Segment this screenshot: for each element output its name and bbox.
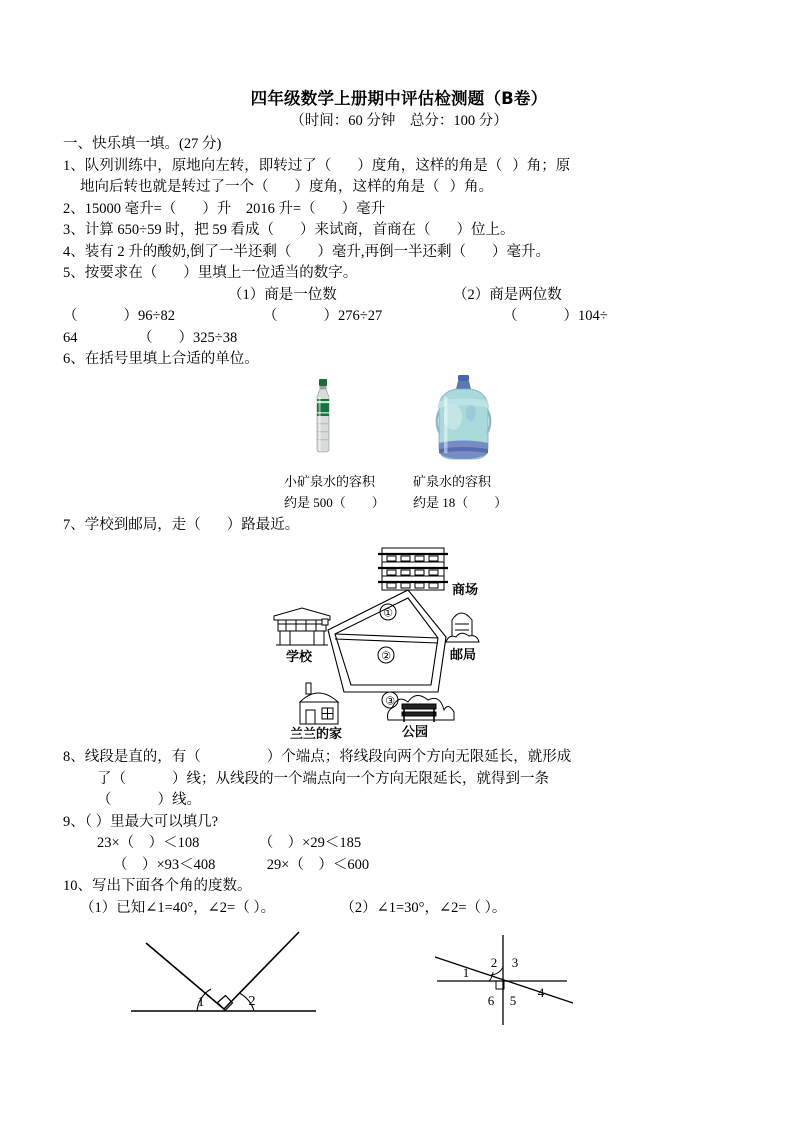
map-label-mall: 商场 [452, 583, 479, 598]
q4-text-b: ）毫升,再倒一半还剩（ [317, 243, 466, 260]
large-jug-caption-line-2 [413, 492, 507, 513]
q5-col-1-header: （1）商是一位数 [228, 286, 337, 303]
q9-item-2: （ ）×29＜185 [258, 835, 362, 851]
q2-text-a: 2、15000 毫升=（ [63, 200, 177, 217]
angle-figure-2-label-4: 4 [537, 985, 545, 1000]
question-8-line-3 [63, 790, 735, 812]
large-jug-value: 约是 18（ [413, 494, 469, 510]
route-map-diagram [256, 542, 506, 742]
q1-text-f: ）角。 [449, 179, 493, 195]
q5-item-3-expr: ）104÷ [563, 308, 608, 324]
section-heading-1: 一、快乐填一填。(27 分) [63, 136, 222, 152]
question-10-stem: 10、写出下面各个角的度数。 [63, 878, 252, 894]
map-label-park: 公园 [402, 725, 429, 740]
large-jug-caption-line-1: 矿泉水的容积 [413, 473, 492, 489]
question-6-stem: 6、在括号里填上合适的单位。 [63, 351, 259, 367]
q5-col-2-header: （2）商是两位数 [453, 286, 562, 303]
angle-figure-2-label-3: 3 [511, 955, 519, 970]
question-7-map-figure [63, 542, 735, 747]
q5-item-2 [263, 306, 382, 328]
q1-text-b: ）度角，这样的角是（ [357, 157, 503, 174]
angle-figure-1-label-2: 2 [248, 994, 256, 1009]
large-jug-caption [413, 471, 507, 513]
exam-meta-line: （时间：60 分钟 总分：100 分） [290, 113, 508, 129]
map-label-post-office: 邮局 [450, 648, 477, 663]
small-bottle-caption-line-2 [284, 492, 385, 513]
question-5-row-1 [63, 306, 735, 328]
q3-text-c: ）位上。 [456, 222, 515, 238]
q5-item-4: 64 [63, 329, 78, 346]
q5-item-5 [138, 328, 237, 350]
small-water-bottle-icon [308, 379, 338, 453]
q5-text-a: 5、按要求在（ [63, 265, 158, 281]
q5-item-5-expr: ）325÷38 [178, 329, 238, 346]
question-8-line-1 [63, 747, 735, 769]
document-body [63, 88, 735, 1035]
q5-item-5-paren: （ [138, 329, 153, 346]
q9-item-1: 23×（ ）＜108 [97, 835, 200, 851]
question-9-stem: 9、（ ）里最大可以填几? [63, 813, 219, 830]
q8-text-f: ）线。 [157, 792, 201, 808]
map-path-3-label: ③ [385, 694, 395, 708]
map-label-school: 学校 [286, 650, 313, 665]
question-5-column-headers [63, 285, 735, 307]
question-8-line-2 [63, 769, 735, 791]
q10-sub-2: （2）∠1=30°，∠2=（ ）。 [340, 899, 507, 916]
q5-item-3-paren: （ [503, 308, 518, 324]
q7-text-a: 7、学校到邮局，走（ [63, 516, 201, 533]
question-4 [63, 242, 735, 264]
q5-item-1-paren: （ [63, 308, 78, 324]
q1-text-e: ）度角，这样的角是（ [294, 179, 440, 195]
q5-item-1 [63, 306, 175, 328]
q9-item-4: 29×（ ）＜600 [266, 856, 370, 873]
q8-text-a: 8、线段是直的，有（ [63, 749, 201, 765]
page-title: 四年级数学上册期中评估检测题（B卷） [250, 89, 548, 108]
angle-figure-2-label-6: 6 [487, 993, 495, 1008]
large-water-jug-icon [431, 375, 495, 461]
question-5-stem [63, 263, 735, 285]
question-2 [63, 199, 735, 221]
q5-item-3 [503, 306, 608, 328]
question-5-row-2 [63, 328, 735, 350]
q9-item-3: （ ）×93＜408 [113, 856, 216, 873]
q5-text-b: ）里填上一位适当的数字。 [183, 265, 358, 281]
q2-text-c: 2016 升=（ [245, 200, 316, 217]
small-bottle-paren-close: ） [371, 494, 385, 510]
q4-text-c: ）毫升。 [492, 243, 550, 260]
question-9-row-1 [63, 833, 735, 855]
q8-text-d: ）线；从线段的一个端点向一个方向无限延长，就得到一条 [172, 770, 549, 787]
q8-text-b: ）个端点；将线段向两个方向无限延长，就形成 [266, 749, 572, 765]
q8-text-c: 了（ [97, 770, 126, 787]
q5-item-2-expr: ）276÷27 [323, 308, 383, 324]
q5-item-1-expr: ）96÷82 [123, 308, 175, 324]
q1-text-d: 地向后转也就是转过了一个（ [80, 179, 269, 195]
angle-figure-1-label-1: 1 [197, 995, 205, 1010]
question-10-subparts [63, 898, 735, 920]
q4-text-a: 4、装有 2 升的酸奶,倒了一半还剩（ [63, 243, 292, 260]
small-bottle-caption [284, 471, 385, 513]
small-bottle-value: 约是 500（ [284, 494, 346, 510]
question-7-stem [63, 515, 735, 537]
large-jug-paren-close: ） [494, 494, 508, 510]
q2-text-b: ）升 [202, 200, 232, 217]
q3-text-a: 3、计算 650÷59 时，把 59 看成（ [63, 222, 274, 238]
question-1-line-2 [63, 177, 735, 199]
angle-figure-2-label-2: 2 [490, 955, 498, 970]
angle-figure-1 [121, 925, 336, 1030]
question-1-line-1 [63, 156, 735, 178]
q5-item-2-paren: （ [263, 308, 278, 324]
question-6-figure [63, 375, 735, 515]
map-path-2-label: ② [381, 649, 391, 663]
question-3 [63, 220, 735, 242]
map-path-1-label: ① [383, 606, 393, 620]
q10-sub-1: （1）已知∠1=40°，∠2=（ ）。 [80, 899, 276, 916]
q2-text-d: ）毫升 [341, 200, 386, 217]
map-label-home: 兰兰的家 [290, 727, 343, 742]
q1-text-a: 1、队列训练中，原地向左转，即转过了（ [63, 157, 332, 174]
q7-text-b: ）路最近。 [226, 516, 300, 533]
angle-figure-2-label-5: 5 [509, 993, 517, 1008]
small-bottle-caption-line-1: 小矿泉水的容积 [284, 473, 376, 489]
q8-text-e: （ [97, 792, 112, 808]
angle-figure-2 [421, 925, 651, 1030]
question-10-figures [63, 925, 735, 1035]
q3-text-b: ）来试商，首商在（ [299, 222, 431, 238]
q1-text-c: ）角；原 [512, 157, 571, 174]
question-9-row-2 [63, 855, 735, 877]
angle-figure-2-label-1: 1 [462, 965, 470, 980]
